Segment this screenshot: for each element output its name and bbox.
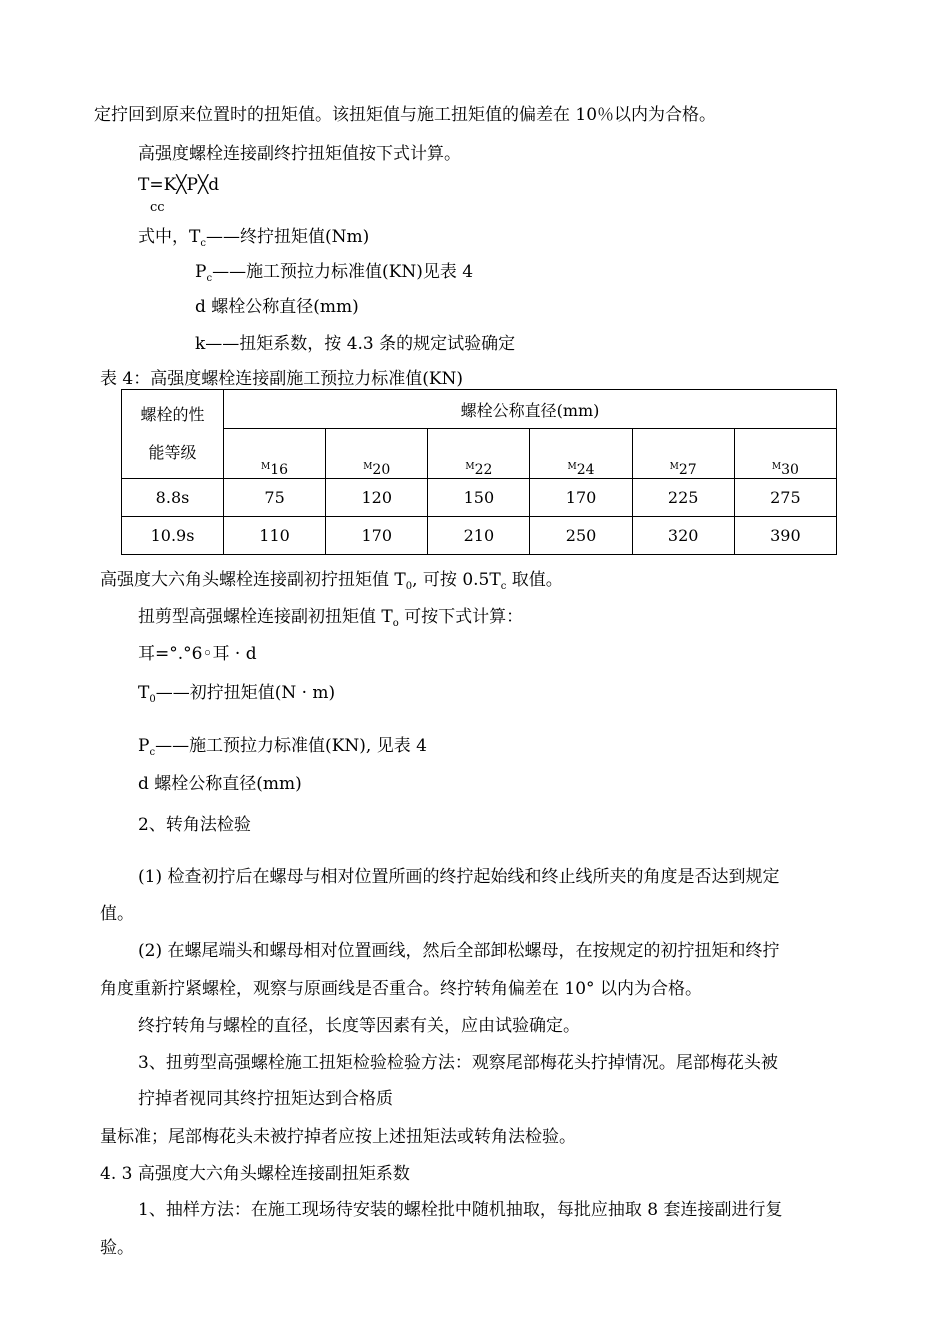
legend-d: d 螺栓公称直径(mm) — [195, 297, 359, 317]
value-cell: 210 — [428, 517, 530, 555]
value-cell: 250 — [530, 517, 632, 555]
text-line-1: 定拧回到原来位置时的扭矩值。该扭矩值与施工扭矩值的偏差在 10％以内为合格。 — [94, 105, 717, 125]
text-line-2: 高强度螺栓连接副终拧扭矩值按下式计算。 — [138, 144, 461, 164]
legend-pc: $P_c——$施工预拉力标准值(KN)见表 4 — [195, 262, 474, 284]
section-heading-4-3: 4. 3 高强度大六角头螺栓连接副扭矩系数 — [100, 1164, 410, 1184]
legend-t0: $T_0——$初拧扭矩值(N · m) — [138, 683, 336, 705]
value-cell: 120 — [326, 479, 428, 517]
value-cell: 150 — [428, 479, 530, 517]
text-line-p9: 值。 — [100, 904, 134, 924]
text-shear-initial: 扭剪型高强螺栓连接副初扭矩值 $T_o$ 可按下式计算： — [138, 607, 524, 629]
formula-torque: T=K╳P╳d — [138, 175, 220, 195]
text-line-p14: 拧掉者视同其终拧扭矩达到合格质 — [138, 1089, 393, 1109]
size-cell: $^M$22 — [428, 429, 530, 479]
grade-header: 螺栓的性 能等级 — [122, 390, 224, 479]
text-line-p18: 验。 — [100, 1238, 134, 1258]
text-line-p12: 终拧转角与螺栓的直径，长度等因素有关，应由试验确定。 — [138, 1016, 580, 1036]
text-initial-torque: 高强度大六角头螺栓连接副初拧扭矩值 $T_0$, 可按 $0.5T_c$ 取值。 — [100, 570, 563, 592]
value-cell: 320 — [632, 517, 734, 555]
table-row — [122, 517, 837, 555]
value-cell: 110 — [224, 517, 326, 555]
legend-d-2: d 螺栓公称直径(mm) — [138, 774, 302, 794]
value-cell: 225 — [632, 479, 734, 517]
text-line-p13: 3、扭剪型高强螺栓施工扭矩检验检验方法：观察尾部梅花头拧掉情况。尾部梅花头被 — [138, 1053, 778, 1073]
size-cell: $^M$16 — [224, 429, 326, 479]
value-cell: 75 — [224, 479, 326, 517]
table-caption: 表 4：高强度螺栓连接副施工预拉力标准值(KN) — [100, 369, 464, 389]
size-cell: $^M$20 — [326, 429, 428, 479]
legend-pc-2: $P_c——$施工预拉力标准值(KN), 见表 4 — [138, 736, 427, 758]
grade-cell: 10.9s — [122, 517, 224, 555]
text-line-p17: 1、抽样方法：在施工现场待安装的螺栓批中随机抽取，每批应抽取 8 套连接副进行复 — [138, 1200, 783, 1220]
formula-initial: 耳=°.°6◦耳 · d — [138, 644, 257, 664]
text-line-p15: 量标准；尾部梅花头未被拧掉者应按上述扭矩法或转角法检验。 — [100, 1127, 576, 1147]
value-cell: 390 — [734, 517, 836, 555]
size-cell: $^M$30 — [734, 429, 836, 479]
value-cell: 275 — [734, 479, 836, 517]
legend-tc: 式中，$T_c——$终拧扭矩值(Nm) — [138, 227, 370, 249]
text-line-p11: 角度重新拧紧螺栓，观察与原画线是否重合。终拧转角偏差在 10° 以内为合格。 — [100, 979, 702, 999]
grade-cell: 8.8s — [122, 479, 224, 517]
table-row — [122, 479, 837, 517]
preload-table — [121, 389, 837, 555]
section-angle-method: 2、转角法检验 — [138, 815, 251, 835]
text-line-p10: (2) 在螺尾端头和螺母相对位置画线，然后全部卸松螺母，在按规定的初拧扭矩和终拧 — [138, 941, 780, 961]
value-cell: 170 — [530, 479, 632, 517]
legend-k: k——扭矩系数，按 4.3 条的规定试验确定 — [195, 334, 516, 354]
size-cell: $^M$27 — [632, 429, 734, 479]
size-cell: $^M$24 — [530, 429, 632, 479]
text-line-p8: (1) 检查初拧后在螺母与相对位置所画的终拧起始线和终止线所夹的角度是否达到规定 — [138, 867, 780, 887]
formula-subscripts: cc — [150, 200, 165, 215]
value-cell: 170 — [326, 517, 428, 555]
diameter-header: 螺栓公称直径(mm) — [224, 390, 837, 429]
